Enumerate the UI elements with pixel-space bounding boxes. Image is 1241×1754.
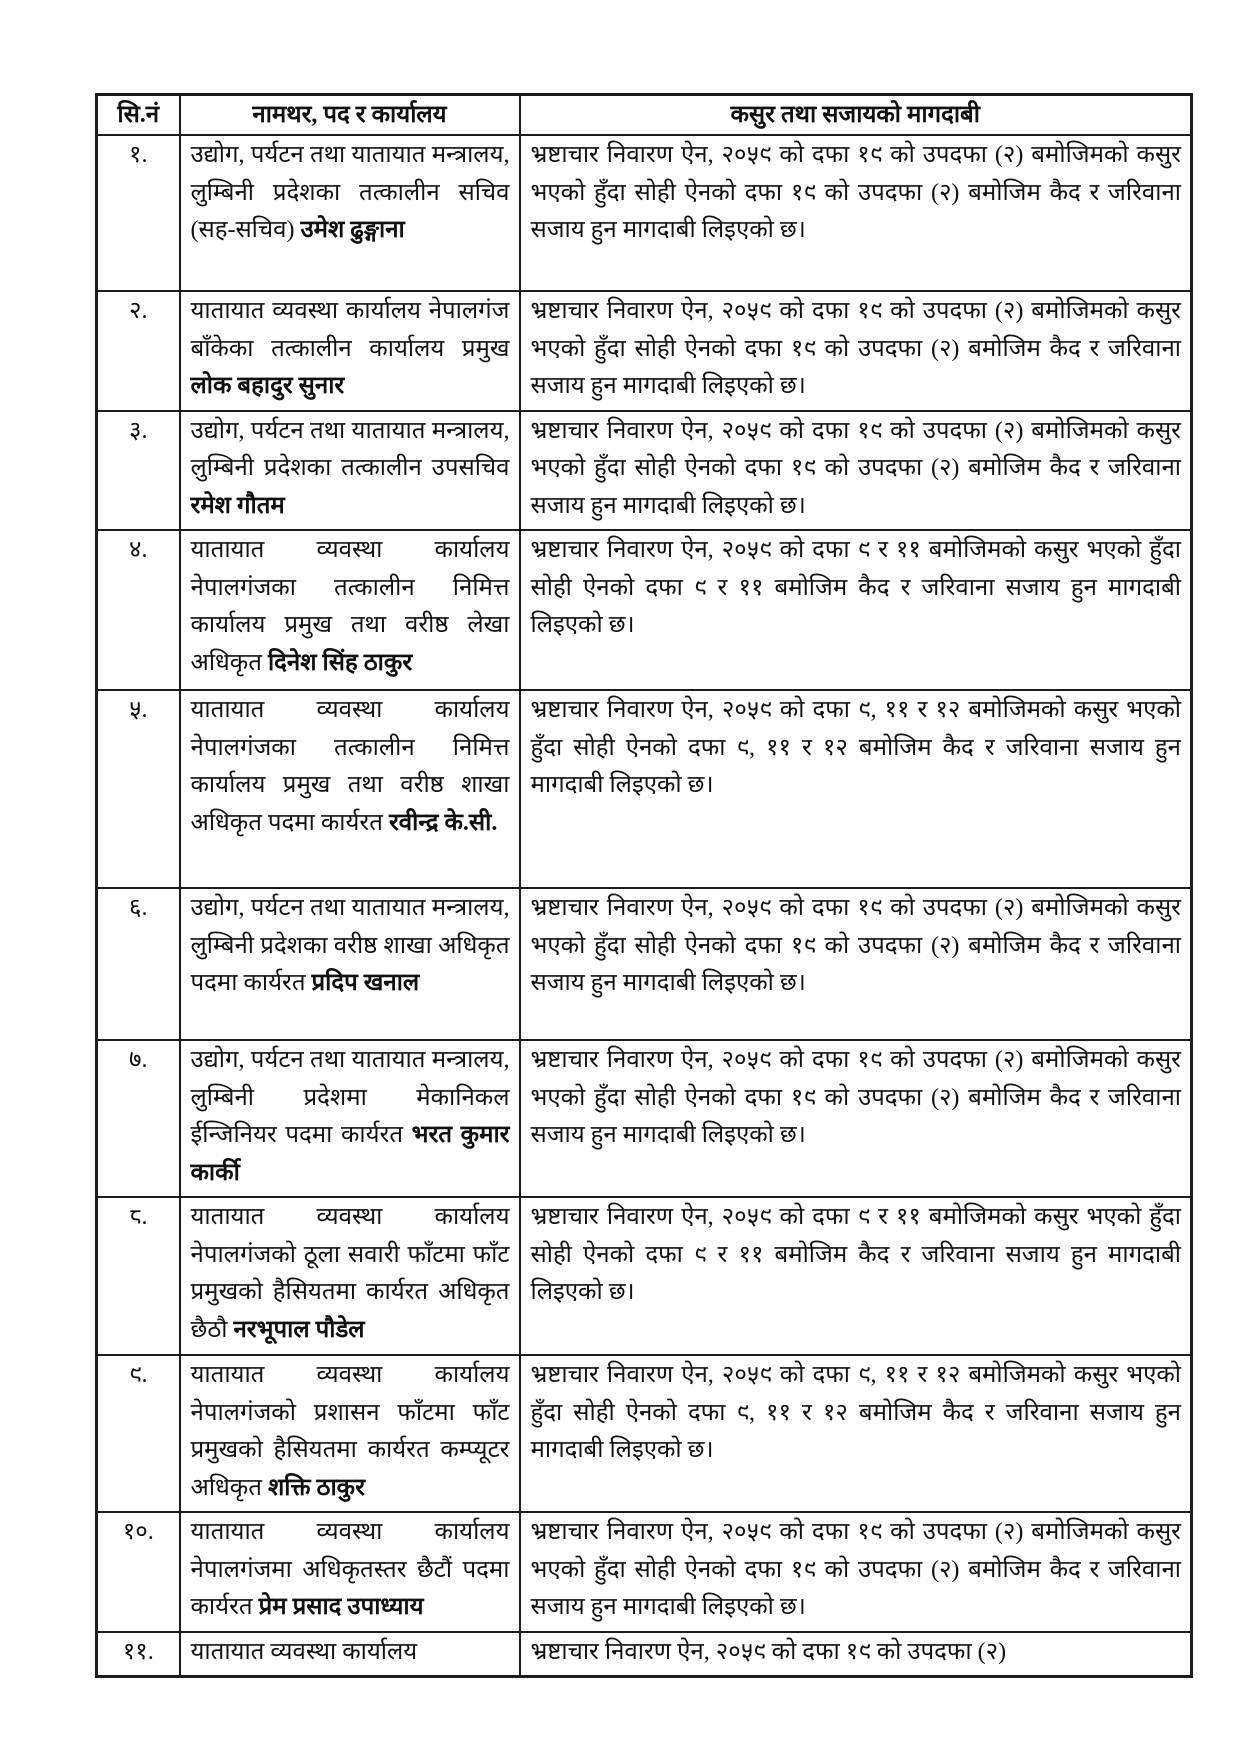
serial-number-cell: १. — [97, 135, 180, 291]
name-position-office-cell: उद्योग, पर्यटन तथा यातायात मन्त्रालय, लुम्बिनी प्रदेशका वरीष्ठ शाखा अधिकृत पदमा कार्यरत प्रदिप खनाल — [180, 888, 520, 1040]
name-position-office-cell: उद्योग, पर्यटन तथा यातायात मन्त्रालय, लुम्बिनी प्रदेशका तत्कालीन सचिव (सह-सचिव) उमेश ढुङ्गाना — [180, 135, 520, 291]
name-position-office-cell: यातायात व्यवस्था कार्यालय नेपालगंज बाँकेका तत्कालीन कार्यालय प्रमुख लोक बहादुर सुनार — [180, 291, 520, 411]
serial-number-cell: १०. — [97, 1512, 180, 1632]
name-position-office-cell: यातायात व्यवस्था कार्यालय नेपालगंजका तत्कालीन निमित्त कार्यालय प्रमुख तथा वरीष्ठ शाखा अधिकृत पदमा कार्यरत रवीन्द्र के.सी. — [180, 690, 520, 888]
person-name: नरभूपाल पौडेल — [233, 1316, 365, 1343]
serial-number-cell: ५. — [97, 690, 180, 888]
name-position-office-cell: यातायात व्यवस्था कार्यालय नेपालगंजमा अधिकृतस्तर छैटौं पदमा कार्यरत प्रेम प्रसाद उपाध्याय — [180, 1512, 520, 1632]
table-header — [97, 95, 1192, 136]
person-name: प्रेम प्रसाद उपाध्याय — [258, 1594, 424, 1620]
table-row — [97, 291, 1192, 411]
serial-number-cell: ११. — [97, 1632, 180, 1677]
table-row — [97, 888, 1192, 1040]
table-row — [97, 1040, 1192, 1197]
person-name: रवीन्द्र के.सी. — [388, 809, 498, 836]
table-row — [97, 1355, 1192, 1512]
table-row — [97, 1197, 1192, 1355]
person-name: दिनेश सिंह ठाकुर — [267, 649, 413, 676]
charge-penalty-cell: भ्रष्टाचार निवारण ऐन, २०५९ को दफा ९ र ११ बमोजिमको कसुर भएको हुँदा सोही ऐनको दफा ९ र ११ बमोजिम कैद र जरिवाना सजाय हुन मागदाबी लिइएको छ। — [520, 1197, 1192, 1355]
person-name: लोक बहादुर सुनार — [190, 373, 345, 399]
table-row — [97, 690, 1192, 888]
serial-number-cell: ६. — [97, 888, 180, 1040]
charge-penalty-cell: भ्रष्टाचार निवारण ऐन, २०५९ को दफा ९ र ११ बमोजिमको कसुर भएको हुँदा सोही ऐनको दफा ९ र ११ बमोजिम कैद र जरिवाना सजाय हुन मागदाबी लिइएको छ। — [520, 530, 1192, 690]
charge-penalty-cell: भ्रष्टाचार निवारण ऐन, २०५९ को दफा १९ को उपदफा (२) बमोजिमको कसुर भएको हुँदा सोही ऐनको दफा १९ को उपदफा (२) बमोजिम कैद र जरिवाना सजाय हुन मागदाबी लिइएको छ। — [520, 291, 1192, 411]
name-position-office-cell: यातायात व्यवस्था कार्यालय नेपालगंजको ठूला सवारी फाँटमा फाँट प्रमुखको हैसियतमा कार्यरत अधिकृत छैठौ नरभूपाल पौडेल — [180, 1197, 520, 1355]
table-row — [97, 530, 1192, 690]
person-name: रमेश गौतम — [190, 492, 285, 519]
name-position-office-cell: यातायात व्यवस्था कार्यालय नेपालगंजको प्रशासन फाँटमा फाँट प्रमुखको हैसियतमा कार्यरत कम्प्यूटर अधिकृत शक्ति ठाकुर — [180, 1355, 520, 1512]
table-header-row — [97, 95, 1192, 136]
charge-penalty-cell: भ्रष्टाचार निवारण ऐन, २०५९ को दफा १९ को उपदफा (२) बमोजिमको कसुर भएको हुँदा सोही ऐनको दफा १९ को उपदफा (२) बमोजिम कैद र जरिवाना सजाय हुन मागदाबी लिइएको छ। — [520, 411, 1192, 531]
person-name: उमेश ढुङ्गाना — [300, 217, 405, 243]
serial-number-cell: २. — [97, 291, 180, 411]
name-position-office-cell: उद्योग, पर्यटन तथा यातायात मन्त्रालय, लुम्बिनी प्रदेशका तत्कालीन उपसचिव रमेश गौतम — [180, 411, 520, 531]
table-row — [97, 135, 1192, 291]
serial-number-cell: ३. — [97, 411, 180, 531]
person-name: शक्ति ठाकुर — [267, 1474, 365, 1501]
serial-number-cell: ९. — [97, 1355, 180, 1512]
prosecution-table — [95, 93, 1193, 1678]
charge-penalty-cell: भ्रष्टाचार निवारण ऐन, २०५९ को दफा १९ को उपदफा (२) बमोजिमको कसुर भएको हुँदा सोही ऐनको दफा १९ को उपदफा (२) बमोजिम कैद र जरिवाना सजाय हुन मागदाबी लिइएको छ। — [520, 1512, 1192, 1632]
charge-penalty-cell: भ्रष्टाचार निवारण ऐन, २०५९ को दफा १९ को उपदफा (२) बमोजिमको कसुर भएको हुँदा सोही ऐनको दफा १९ को उपदफा (२) बमोजिम कैद र जरिवाना सजाय हुन मागदाबी लिइएको छ। — [520, 888, 1192, 1040]
name-position-office-cell: यातायात व्यवस्था कार्यालय नेपालगंजका तत्कालीन निमित्त कार्यालय प्रमुख तथा वरीष्ठ लेखा अधिकृत दिनेश सिंह ठाकुर — [180, 530, 520, 690]
charge-penalty-cell: भ्रष्टाचार निवारण ऐन, २०५९ को दफा १९ को उपदफा (२) — [520, 1632, 1192, 1677]
name-position-office-cell: उद्योग, पर्यटन तथा यातायात मन्त्रालय, लुम्बिनी प्रदेशमा मेकानिकल ईन्जिनियर पदमा कार्यरत भरत कुमार कार्की — [180, 1040, 520, 1197]
table-body — [97, 135, 1192, 1677]
table-row — [97, 1632, 1192, 1677]
charge-penalty-cell: भ्रष्टाचार निवारण ऐन, २०५९ को दफा ९, ११ र १२ बमोजिमको कसुर भएको हुँदा सोही ऐनको दफा ९, ११ र १२ बमोजिम कैद र जरिवाना सजाय हुन मागदाबी लिइएको छ। — [520, 690, 1192, 888]
serial-number-cell: ८. — [97, 1197, 180, 1355]
person-name: भरत कुमार कार्की — [190, 1122, 510, 1186]
serial-number-cell: ४. — [97, 530, 180, 690]
header-serial-number: सि.नं — [97, 95, 180, 136]
charge-penalty-cell: भ्रष्टाचार निवारण ऐन, २०५९ को दफा १९ को उपदफा (२) बमोजिमको कसुर भएको हुँदा सोही ऐनको दफा १९ को उपदफा (२) बमोजिम कैद र जरिवाना सजाय हुन मागदाबी लिइएको छ। — [520, 135, 1192, 291]
table-row — [97, 411, 1192, 531]
person-name: प्रदिप खनाल — [311, 970, 420, 996]
name-position-office-cell: यातायात व्यवस्था कार्यालय — [180, 1632, 520, 1677]
charge-penalty-cell: भ्रष्टाचार निवारण ऐन, २०५९ को दफा ९, ११ र १२ बमोजिमको कसुर भएको हुँदा सोही ऐनको दफा ९, ११ र १२ बमोजिम कैद र जरिवाना सजाय हुन मागदाबी लिइएको छ। — [520, 1355, 1192, 1512]
header-name-position-office: नामथर, पद र कार्यालय — [180, 95, 520, 136]
charge-penalty-cell: भ्रष्टाचार निवारण ऐन, २०५९ को दफा १९ को उपदफा (२) बमोजिमको कसुर भएको हुँदा सोही ऐनको दफा १९ को उपदफा (२) बमोजिम कैद र जरिवाना सजाय हुन मागदाबी लिइएको छ। — [520, 1040, 1192, 1197]
table-row — [97, 1512, 1192, 1632]
serial-number-cell: ७. — [97, 1040, 180, 1197]
header-charge-penalty: कसुर तथा सजायको मागदाबी — [520, 95, 1192, 136]
